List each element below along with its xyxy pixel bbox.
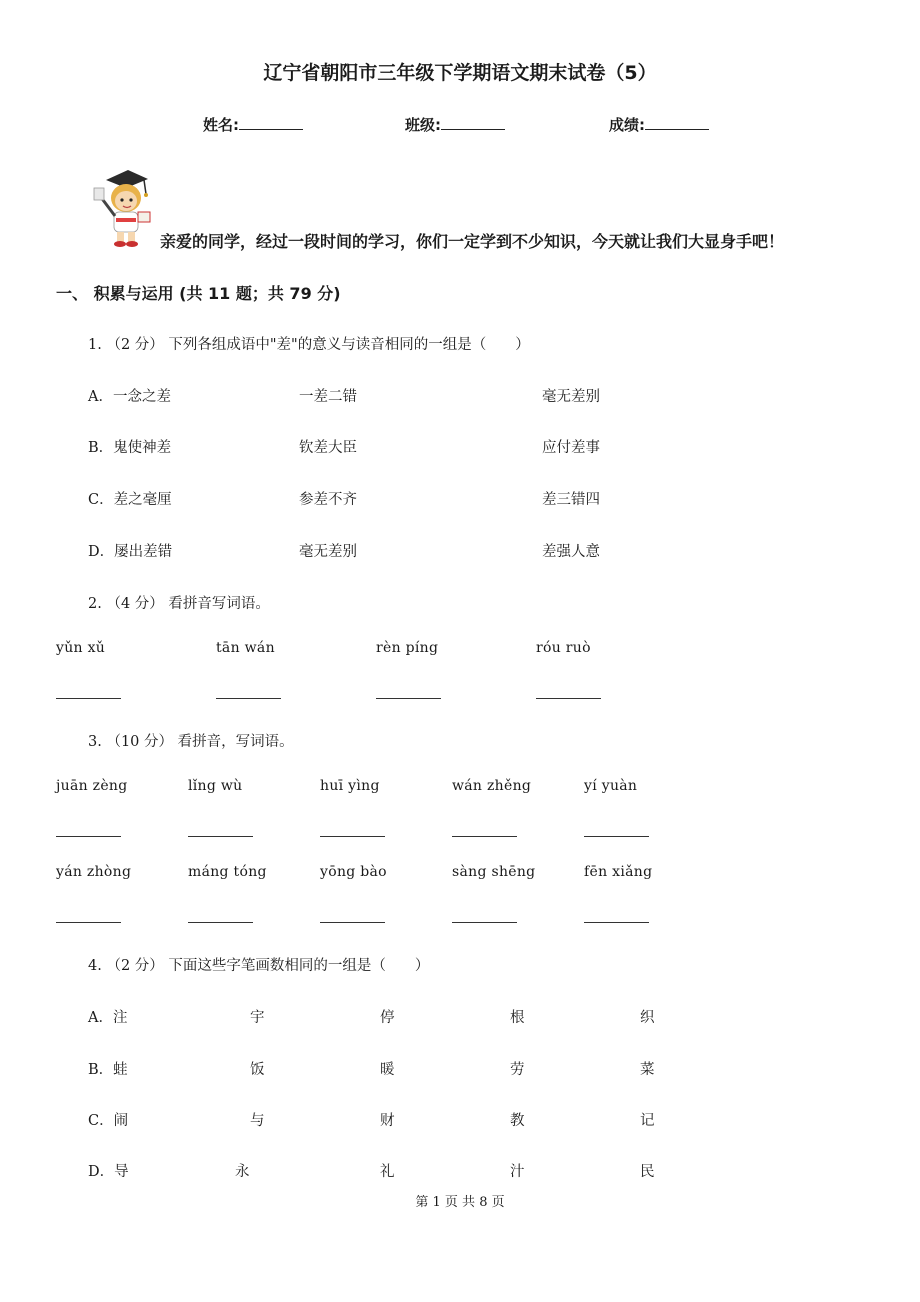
q2-pinyin-3: rèn píng	[376, 640, 439, 656]
q1-option-c[interactable]: C．差之毫厘	[88, 492, 172, 508]
q2-answer-line-3[interactable]	[376, 698, 441, 699]
q3-pinyin-2: lǐng wù	[188, 778, 243, 794]
q1-option-c-b: 参差不齐	[299, 492, 357, 508]
q4-option-d-5: 民	[640, 1164, 655, 1180]
q4-option-d-2: 永	[235, 1164, 250, 1180]
q3-pinyin-9: sàng shēng	[452, 864, 536, 880]
q4-option-b-5: 菜	[640, 1062, 655, 1078]
q2-pinyin-1: yǔn xǔ	[56, 640, 106, 656]
q1-option-b[interactable]: B．鬼使神差	[88, 440, 172, 456]
q3-answer-line-7[interactable]	[188, 922, 253, 923]
q1-option-d-b: 毫无差别	[299, 544, 357, 560]
class-blank[interactable]	[441, 115, 505, 130]
page-footer: 第 1 页 共 8 页	[415, 1195, 505, 1210]
name-label: 姓名:	[203, 116, 239, 134]
q3-answer-line-1[interactable]	[56, 836, 121, 837]
q1-option-b-c: 应付差事	[542, 440, 600, 456]
q4-option-b-4: 劳	[510, 1062, 525, 1078]
q3-answer-line-3[interactable]	[320, 836, 385, 837]
q4-option-a-3: 停	[380, 1010, 395, 1026]
q4-option-b[interactable]: B．蛙	[88, 1062, 128, 1078]
q1-option-a-b: 一差二错	[299, 389, 357, 405]
q3-answer-line-8[interactable]	[320, 922, 385, 923]
q1-option-c-c: 差三错四	[542, 492, 600, 508]
question-4-stem: 4. （2 分） 下面这些字笔画数相同的一组是（ ）	[88, 958, 430, 974]
q3-pinyin-1: juān zèng	[56, 778, 128, 794]
q4-option-c-4: 教	[510, 1113, 525, 1129]
q4-option-a-2: 宇	[250, 1010, 265, 1026]
q3-answer-line-6[interactable]	[56, 922, 121, 923]
q2-answer-line-1[interactable]	[56, 698, 121, 699]
q3-pinyin-8: yōng bào	[320, 864, 387, 880]
q3-answer-line-4[interactable]	[452, 836, 517, 837]
q1-option-d-c: 差强人意	[542, 544, 600, 560]
q4-option-a-5: 织	[640, 1010, 655, 1026]
q4-option-d[interactable]: D．导	[88, 1164, 129, 1180]
q4-option-b-3: 暖	[380, 1062, 395, 1078]
q3-pinyin-4: wán zhěng	[452, 778, 532, 794]
q1-option-b-b: 钦差大臣	[299, 440, 357, 456]
q4-option-d-4: 汁	[510, 1164, 525, 1180]
class-label: 班级:	[405, 116, 441, 134]
q1-option-a-c: 毫无差别	[542, 389, 600, 405]
q3-answer-line-5[interactable]	[584, 836, 649, 837]
score-label: 成绩:	[609, 116, 645, 134]
score-field	[609, 114, 709, 135]
q2-answer-line-4[interactable]	[536, 698, 601, 699]
question-1-stem: 1. （2 分） 下列各组成语中"差"的意义与读音相同的一组是（ ）	[88, 337, 530, 353]
student-mascot-icon	[86, 166, 158, 248]
q3-pinyin-7: máng tóng	[188, 864, 267, 880]
q4-option-c-2: 与	[250, 1113, 265, 1129]
q4-option-d-3: 礼	[380, 1164, 395, 1180]
q4-option-a[interactable]: A．注	[88, 1010, 128, 1026]
q4-option-c[interactable]: C．闹	[88, 1113, 129, 1129]
q3-answer-line-10[interactable]	[584, 922, 649, 923]
q1-option-d[interactable]: D．屡出差错	[88, 544, 173, 560]
class-field	[405, 114, 505, 135]
q3-pinyin-10: fēn xiǎng	[584, 864, 653, 880]
q3-pinyin-5: yí yuàn	[584, 778, 638, 794]
q4-option-c-3: 财	[380, 1113, 395, 1129]
q3-answer-line-9[interactable]	[452, 922, 517, 923]
greeting-text: 亲爱的同学，经过一段时间的学习，你们一定学到不少知识，今天就让我们大显身手吧！	[160, 232, 785, 251]
q3-answer-line-2[interactable]	[188, 836, 253, 837]
q1-option-a[interactable]: A．一念之差	[88, 389, 171, 405]
q4-option-a-4: 根	[510, 1010, 525, 1026]
q2-pinyin-2: tān wán	[216, 640, 275, 656]
question-3-stem: 3. （10 分） 看拼音，写词语。	[88, 734, 294, 750]
q2-pinyin-4: róu ruò	[536, 640, 591, 656]
name-field	[203, 114, 303, 135]
name-blank[interactable]	[239, 115, 303, 130]
page-title: 辽宁省朝阳市三年级下学期语文期末试卷（5）	[263, 62, 657, 84]
q2-answer-line-2[interactable]	[216, 698, 281, 699]
q4-option-b-2: 饭	[250, 1062, 265, 1078]
question-2-stem: 2. （4 分） 看拼音写词语。	[88, 596, 270, 612]
q3-pinyin-6: yán zhòng	[56, 864, 132, 880]
section-heading: 一、 积累与运用 (共 11 题；共 79 分)	[56, 284, 341, 303]
q3-pinyin-3: huī yìng	[320, 778, 380, 794]
score-blank[interactable]	[645, 115, 709, 130]
q4-option-c-5: 记	[640, 1113, 655, 1129]
